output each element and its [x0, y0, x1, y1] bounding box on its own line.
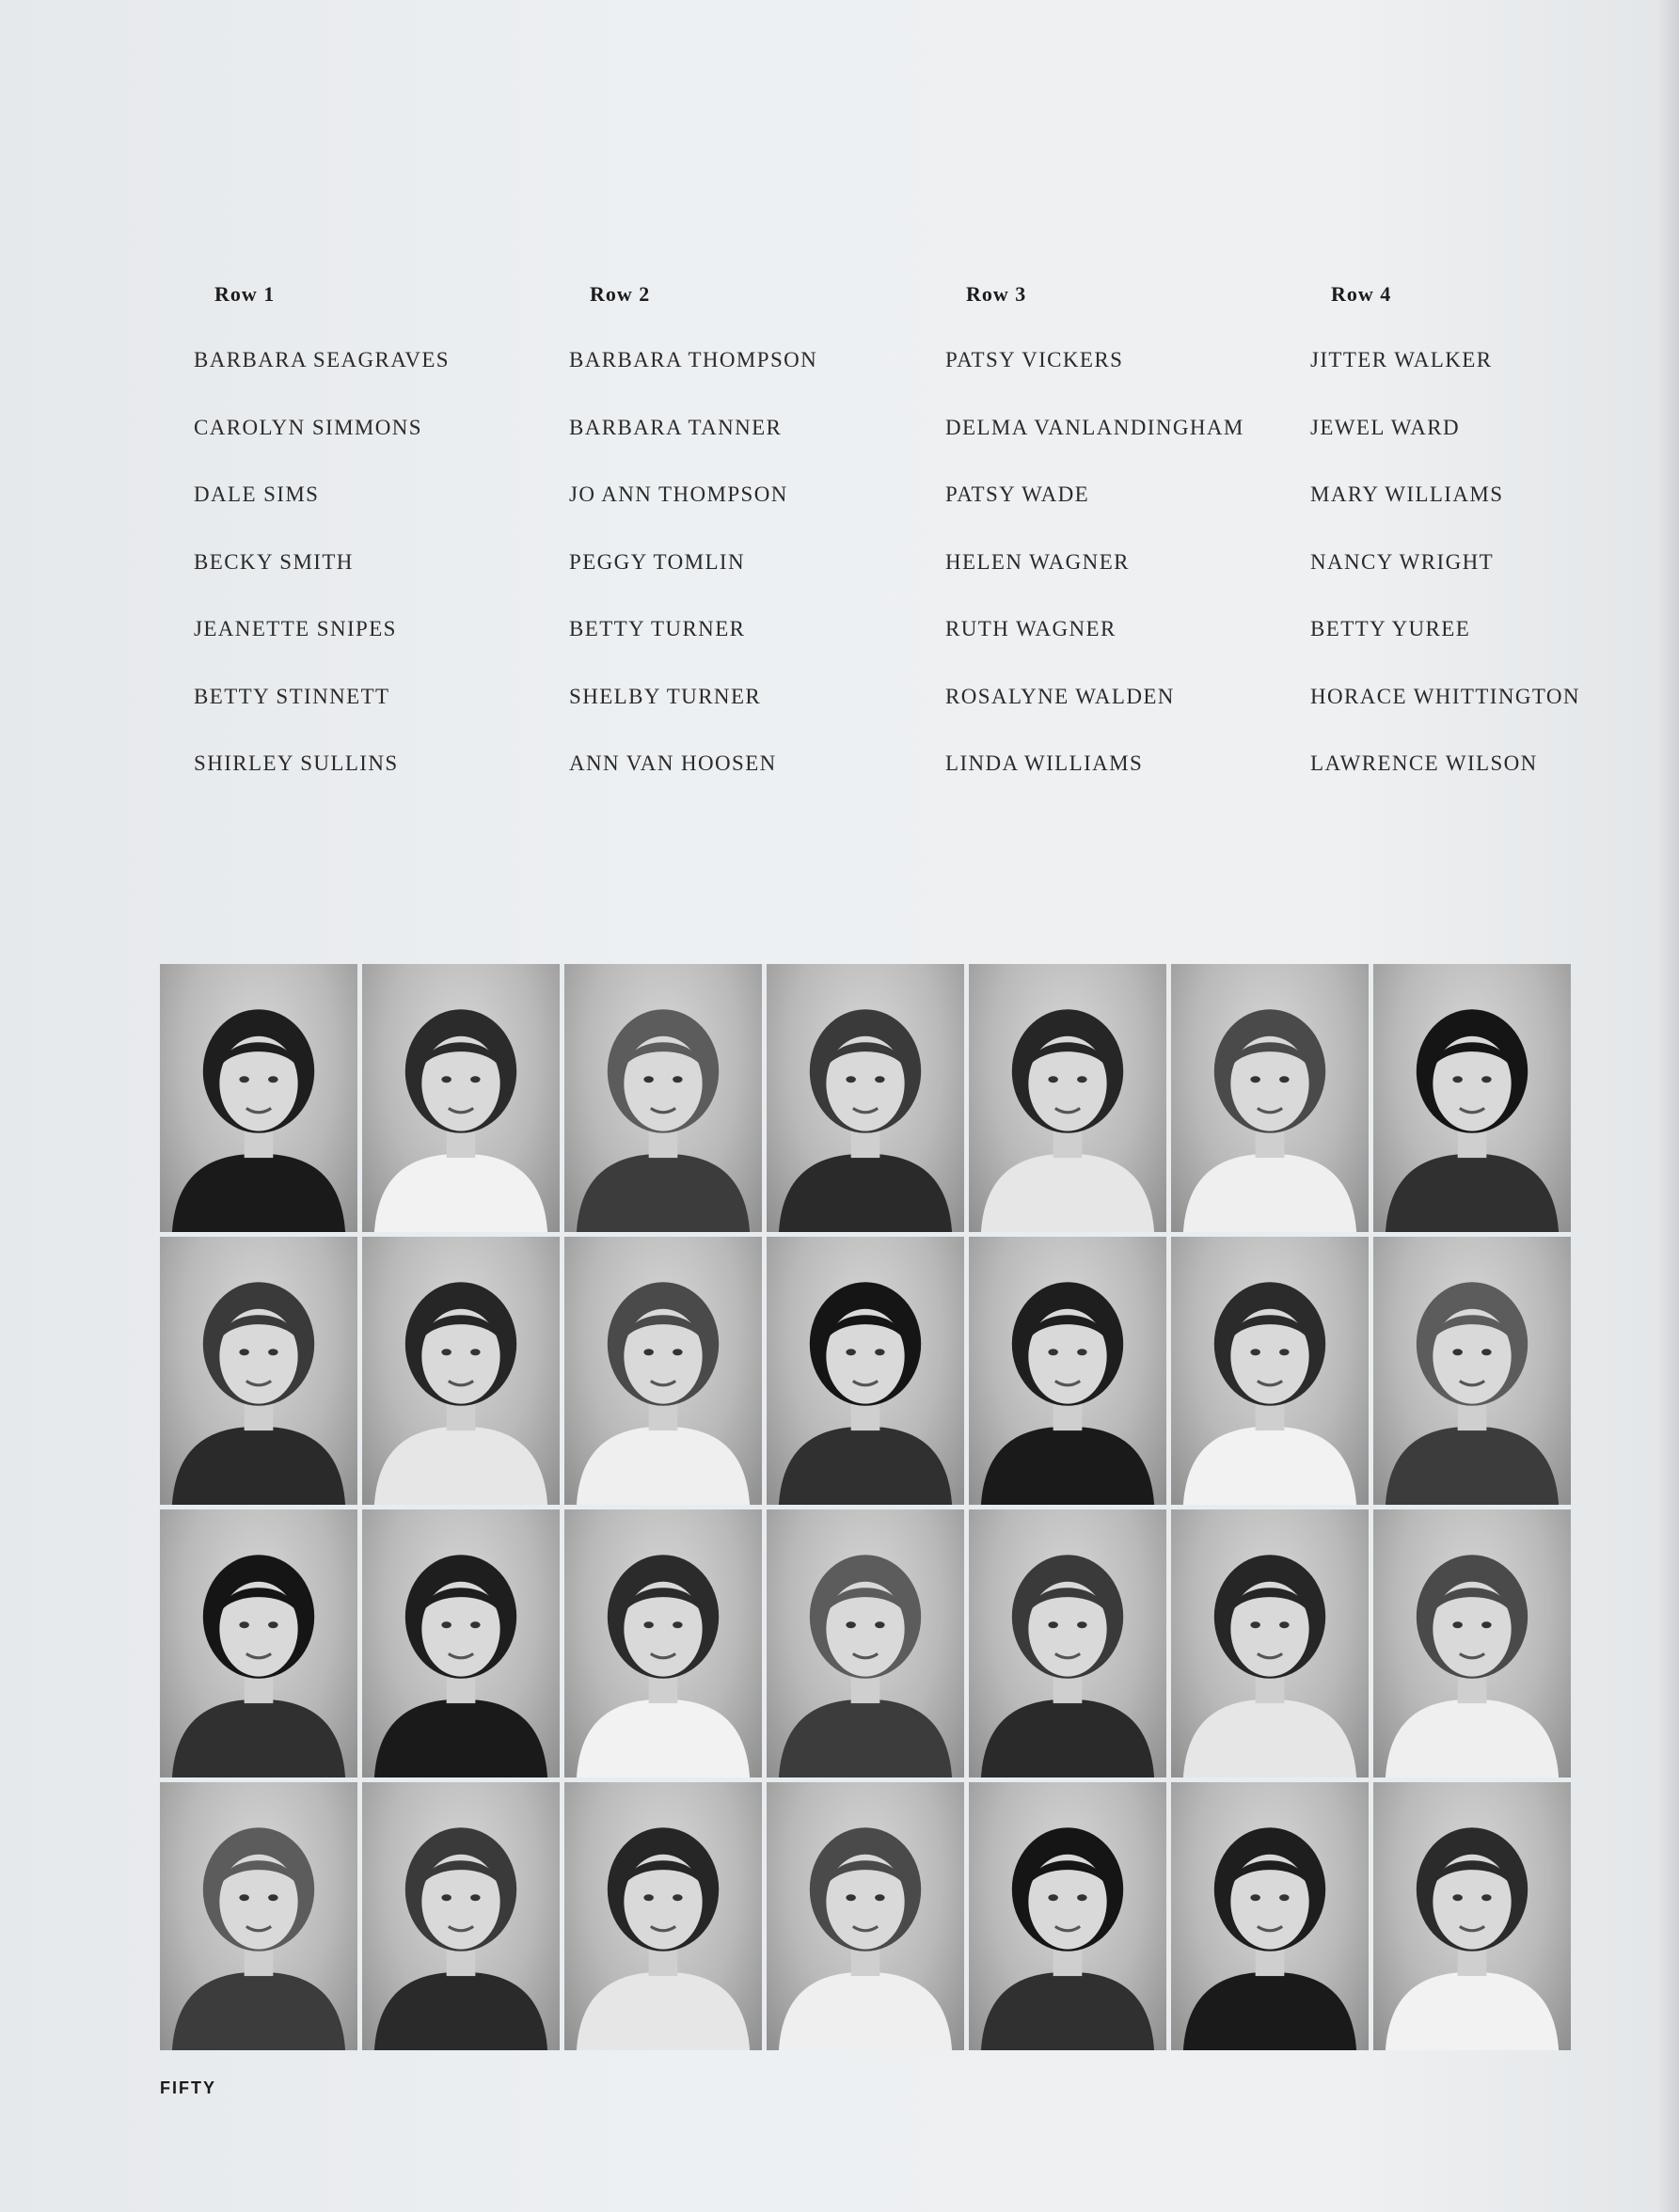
portrait-photo-icon — [1373, 1237, 1571, 1505]
student-name: DELMA VANLANDINGHAM — [945, 415, 1244, 439]
student-portrait — [1373, 1237, 1571, 1505]
student-name: RUTH WAGNER — [945, 617, 1117, 640]
student-name: PATSY VICKERS — [945, 348, 1124, 371]
student-portrait — [969, 1237, 1166, 1505]
student-portrait — [362, 1237, 560, 1505]
portrait-photo-icon — [1171, 1237, 1369, 1505]
student-portrait — [160, 964, 357, 1232]
portrait-photo-icon — [767, 964, 964, 1232]
portrait-photo-grid — [160, 964, 1571, 2050]
student-name: BARBARA THOMPSON — [569, 348, 818, 371]
student-name: JITTER WALKER — [1310, 348, 1493, 371]
student-portrait — [1373, 1782, 1571, 2050]
student-portrait — [160, 1782, 357, 2050]
portrait-photo-icon — [160, 1237, 357, 1505]
student-name: DALE SIMS — [194, 482, 320, 506]
student-portrait — [767, 1509, 964, 1778]
name-list — [1310, 346, 1679, 817]
student-name: ROSALYNE WALDEN — [945, 684, 1175, 708]
row-heading: Row 1 — [214, 282, 276, 306]
student-portrait — [362, 1509, 560, 1778]
portrait-photo-icon — [362, 964, 560, 1232]
student-portrait — [564, 1237, 762, 1505]
portrait-photo-icon — [969, 964, 1166, 1232]
portrait-photo-icon — [564, 964, 762, 1232]
portrait-photo-icon — [362, 1509, 560, 1778]
name-column-row-1 — [194, 282, 570, 817]
student-name: LAWRENCE WILSON — [1310, 751, 1538, 775]
portrait-photo-icon — [564, 1237, 762, 1505]
student-name: NANCY WRIGHT — [1310, 549, 1495, 574]
student-name: JEWEL WARD — [1310, 415, 1461, 439]
student-name: BETTY STINNETT — [194, 684, 390, 708]
row-heading: Row 2 — [590, 282, 651, 306]
student-name: JO ANN THOMPSON — [569, 482, 788, 506]
student-portrait — [1171, 1509, 1369, 1778]
student-portrait — [969, 1509, 1166, 1778]
student-name: ANN VAN HOOSEN — [569, 751, 777, 775]
portrait-photo-icon — [564, 1509, 762, 1778]
student-portrait — [767, 1237, 964, 1505]
portrait-photo-icon — [160, 964, 357, 1232]
student-portrait — [564, 964, 762, 1232]
row-heading: Row 4 — [1331, 282, 1392, 306]
student-portrait — [1171, 1237, 1369, 1505]
student-portrait — [969, 1782, 1166, 2050]
student-name: CAROLYN SIMMONS — [194, 415, 422, 439]
student-name: LINDA WILLIAMS — [945, 751, 1144, 775]
student-portrait — [767, 1782, 964, 2050]
student-name: HELEN WAGNER — [945, 549, 1130, 574]
student-name: BECKY SMITH — [194, 549, 354, 574]
portrait-photo-icon — [1373, 1509, 1571, 1778]
portrait-photo-icon — [160, 1509, 357, 1778]
name-columns — [0, 0, 1679, 846]
student-name: BETTY TURNER — [569, 617, 746, 640]
portrait-photo-icon — [564, 1782, 762, 2050]
portrait-photo-icon — [969, 1509, 1166, 1778]
student-portrait — [564, 1782, 762, 2050]
student-portrait — [160, 1237, 357, 1505]
portrait-photo-icon — [767, 1509, 964, 1778]
student-name: SHIRLEY SULLINS — [194, 751, 399, 775]
name-list — [945, 346, 1322, 817]
name-column-row-3 — [945, 282, 1322, 817]
portrait-photo-icon — [767, 1782, 964, 2050]
student-portrait — [1373, 1509, 1571, 1778]
student-portrait — [969, 964, 1166, 1232]
student-portrait — [362, 1782, 560, 2050]
student-portrait — [362, 964, 560, 1232]
student-portrait — [767, 964, 964, 1232]
portrait-photo-icon — [969, 1782, 1166, 2050]
student-portrait — [1171, 964, 1369, 1232]
name-column-row-4 — [1310, 282, 1679, 817]
row-heading: Row 3 — [966, 282, 1027, 306]
portrait-photo-icon — [160, 1782, 357, 2050]
student-portrait — [564, 1509, 762, 1778]
name-list — [569, 346, 945, 817]
portrait-photo-icon — [1171, 1509, 1369, 1778]
student-portrait — [160, 1509, 357, 1778]
student-name: PATSY WADE — [945, 482, 1090, 506]
student-name: BETTY YUREE — [1310, 617, 1471, 640]
student-name: PEGGY TOMLIN — [569, 549, 745, 574]
student-name: JEANETTE SNIPES — [194, 617, 397, 640]
student-name: MARY WILLIAMS — [1310, 482, 1504, 506]
student-name: SHELBY TURNER — [569, 684, 762, 708]
portrait-photo-icon — [767, 1237, 964, 1505]
student-name: HORACE WHITTINGTON — [1310, 684, 1580, 708]
portrait-photo-icon — [969, 1237, 1166, 1505]
portrait-photo-icon — [1373, 1782, 1571, 2050]
portrait-photo-icon — [362, 1782, 560, 2050]
portrait-photo-icon — [1171, 964, 1369, 1232]
student-name: BARBARA TANNER — [569, 415, 783, 439]
portrait-photo-icon — [1171, 1782, 1369, 2050]
student-portrait — [1171, 1782, 1369, 2050]
student-portrait — [1373, 964, 1571, 1232]
student-name: BARBARA SEAGRAVES — [194, 348, 450, 371]
portrait-photo-icon — [362, 1237, 560, 1505]
portrait-photo-icon — [1373, 964, 1571, 1232]
name-list — [194, 346, 570, 817]
name-column-row-2 — [569, 282, 945, 817]
page-number: FIFTY — [160, 2078, 216, 2097]
